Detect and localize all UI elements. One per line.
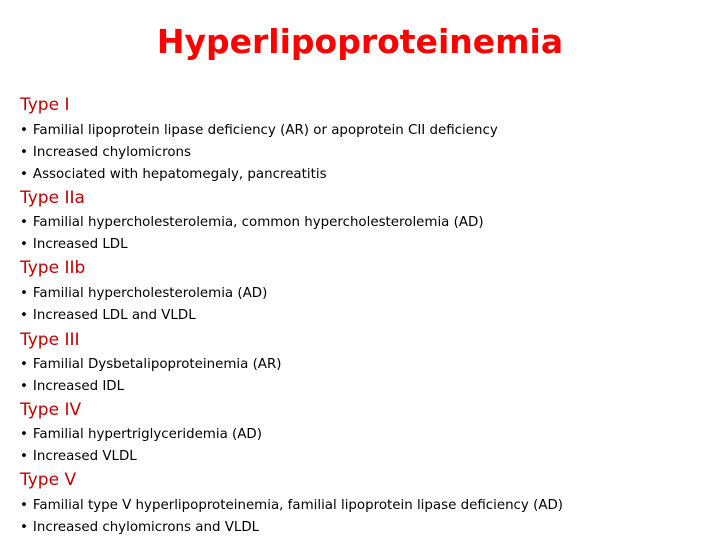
bullet-icon: • xyxy=(20,167,28,182)
bullet-icon: • xyxy=(20,286,28,301)
section-type-iv xyxy=(20,399,710,468)
bullet-item xyxy=(20,424,710,446)
bullet-list xyxy=(20,120,710,186)
slide-content xyxy=(20,94,710,539)
bullet-icon: • xyxy=(20,449,28,464)
bullet-text: Increased chylomicrons xyxy=(32,145,192,160)
bullet-icon: • xyxy=(20,123,28,138)
bullet-icon: • xyxy=(20,357,28,372)
section-heading: Type IIb xyxy=(20,258,86,278)
bullet-text: Increased LDL xyxy=(32,237,128,252)
bullet-item xyxy=(20,305,710,327)
section-type-iia xyxy=(20,187,710,256)
bullet-text: Familial type V hyperlipoproteinemia, familial lipoprotein lipase deficiency (AD) xyxy=(32,498,564,513)
bullet-text: Increased chylomicrons and VLDL xyxy=(32,520,260,535)
bullet-icon: • xyxy=(20,379,28,394)
bullet-icon: • xyxy=(20,427,28,442)
bullet-icon: • xyxy=(20,145,28,160)
bullet-item xyxy=(20,142,710,164)
bullet-item xyxy=(20,517,710,539)
bullet-text: Increased VLDL xyxy=(32,449,137,464)
bullet-text: Familial Dysbetalipoproteinemia (AR) xyxy=(32,357,282,372)
section-type-iii xyxy=(20,329,710,398)
page-title: Hyperlipoproteinemia xyxy=(156,22,564,61)
bullet-icon: • xyxy=(20,308,28,323)
bullet-text: Familial hypercholesterolemia, common hypercholesterolemia (AD) xyxy=(32,215,484,230)
bullet-text: Increased IDL xyxy=(32,379,125,394)
section-heading: Type III xyxy=(20,330,80,350)
bullet-item xyxy=(20,354,710,376)
section-type-i xyxy=(20,94,710,186)
bullet-icon: • xyxy=(20,215,28,230)
section-type-iib xyxy=(20,257,710,327)
bullet-text: Increased LDL and VLDL xyxy=(32,308,196,323)
bullet-item xyxy=(20,120,710,142)
section-heading: Type V xyxy=(20,470,77,490)
bullet-text: Associated with hepatomegaly, pancreatitis xyxy=(32,167,327,182)
bullet-list xyxy=(20,495,710,539)
bullet-text: Familial hypercholesterolemia (AD) xyxy=(32,286,268,301)
section-heading: Type I xyxy=(20,95,70,115)
bullet-icon: • xyxy=(20,237,28,252)
bullet-item xyxy=(20,283,710,305)
bullet-item xyxy=(20,495,710,517)
section-heading: Type IV xyxy=(20,400,82,420)
bullet-list xyxy=(20,283,710,327)
bullet-item xyxy=(20,376,710,398)
section-type-v xyxy=(20,469,710,539)
bullet-list xyxy=(20,354,710,398)
bullet-item xyxy=(20,446,710,468)
bullet-text: Familial lipoprotein lipase deficiency (AR) or apoprotein CII deficiency xyxy=(32,123,498,138)
section-heading: Type IIa xyxy=(20,188,85,208)
bullet-item xyxy=(20,212,710,234)
bullet-item xyxy=(20,164,710,186)
bullet-icon: • xyxy=(20,520,28,535)
bullet-item xyxy=(20,234,710,256)
bullet-list xyxy=(20,424,710,468)
bullet-list xyxy=(20,212,710,256)
bullet-icon: • xyxy=(20,498,28,513)
bullet-text: Familial hypertriglyceridemia (AD) xyxy=(32,427,262,442)
